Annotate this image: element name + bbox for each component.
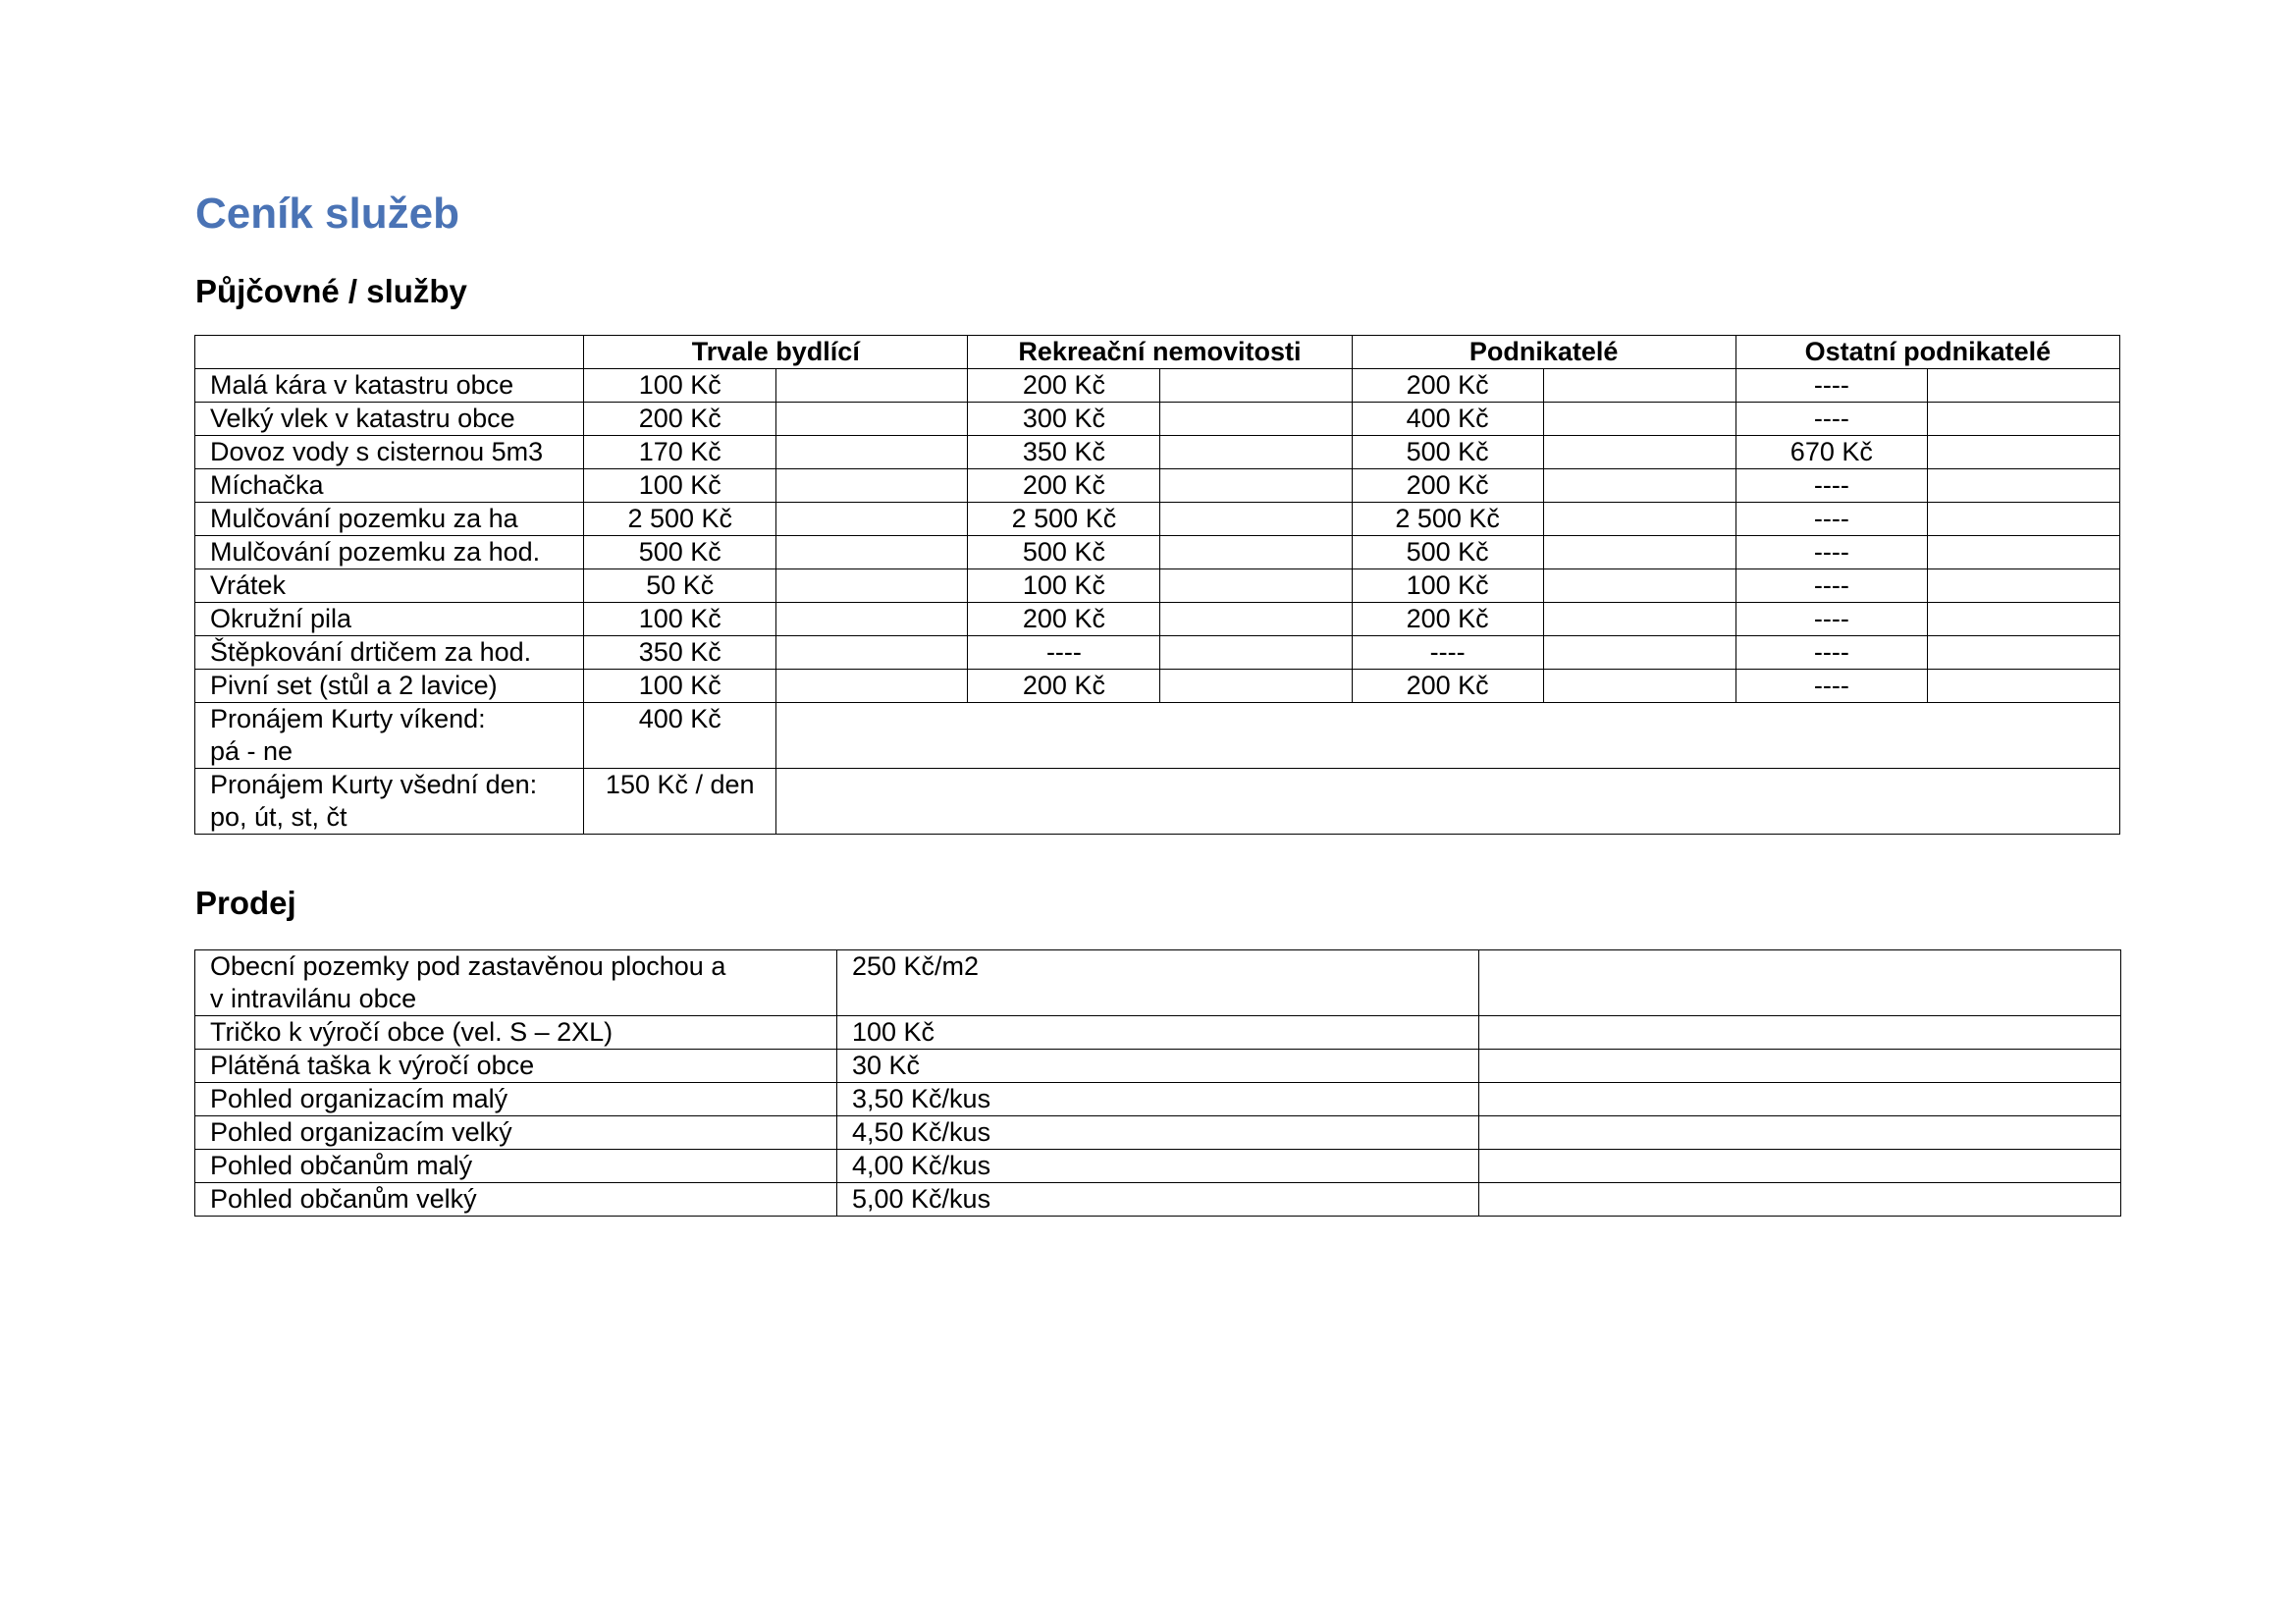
empty-cell — [1479, 1016, 2121, 1050]
empty-cell — [1160, 536, 1352, 569]
empty-cell — [1543, 603, 1735, 636]
price-cell: 150 Kč / den — [584, 769, 776, 835]
empty-cell — [1479, 950, 2121, 1016]
product-name: Pohled občanům malý — [195, 1150, 837, 1183]
price-cell: 500 Kč — [1352, 436, 1543, 469]
price-cell: 100 Kč — [584, 670, 776, 703]
empty-cell — [1479, 1150, 2121, 1183]
empty-cell — [1543, 469, 1735, 503]
header-entrepreneurs: Podnikatelé — [1352, 336, 1735, 369]
empty-merged-cell — [776, 769, 2120, 835]
price-cell: ---- — [1735, 636, 1927, 670]
price-cell: 500 Kč — [968, 536, 1160, 569]
empty-cell — [776, 469, 968, 503]
price-cell: ---- — [1735, 536, 1927, 569]
price-cell: 250 Kč/m2 — [837, 950, 1479, 1016]
empty-cell — [776, 369, 968, 403]
empty-cell — [1543, 569, 1735, 603]
header-recreational-properties: Rekreační nemovitosti — [968, 336, 1352, 369]
service-name-line: Pronájem Kurty všední den: — [210, 770, 538, 799]
empty-cell — [1160, 436, 1352, 469]
product-name: Tričko k výročí obce (vel. S – 2XL) — [195, 1016, 837, 1050]
sales-section-heading: Prodej — [195, 885, 296, 921]
table-row — [195, 569, 2120, 603]
empty-cell — [1927, 670, 2119, 703]
product-name: Plátěná taška k výročí obce — [195, 1050, 837, 1083]
price-cell: 4,50 Kč/kus — [837, 1116, 1479, 1150]
product-name: Pohled občanům velký — [195, 1183, 837, 1217]
price-cell: 400 Kč — [1352, 403, 1543, 436]
service-name: Okružní pila — [195, 603, 584, 636]
service-name-line: pá - ne — [210, 736, 294, 766]
price-cell: 200 Kč — [968, 469, 1160, 503]
service-name: Mulčování pozemku za hod. — [195, 536, 584, 569]
table-row — [195, 1150, 2121, 1183]
empty-cell — [776, 536, 968, 569]
table-row — [195, 1016, 2121, 1050]
empty-cell — [1543, 436, 1735, 469]
empty-merged-cell — [776, 703, 2120, 769]
price-cell: 200 Kč — [968, 603, 1160, 636]
empty-cell — [1160, 603, 1352, 636]
rental-section-heading: Půjčovné / služby — [195, 273, 467, 309]
price-cell: ---- — [1735, 569, 1927, 603]
table-row — [195, 603, 2120, 636]
price-cell: 350 Kč — [584, 636, 776, 670]
price-cell: 670 Kč — [1735, 436, 1927, 469]
table-row — [195, 703, 2120, 769]
service-name: Malá kára v katastru obce — [195, 369, 584, 403]
price-cell: ---- — [1735, 369, 1927, 403]
empty-cell — [1479, 1050, 2121, 1083]
table-row — [195, 1116, 2121, 1150]
price-cell: 4,00 Kč/kus — [837, 1150, 1479, 1183]
table-row — [195, 636, 2120, 670]
price-cell: ---- — [1735, 603, 1927, 636]
empty-cell — [776, 569, 968, 603]
empty-cell — [1479, 1116, 2121, 1150]
price-cell: 100 Kč — [584, 469, 776, 503]
empty-cell — [1927, 536, 2119, 569]
empty-cell — [1927, 503, 2119, 536]
price-cell: 3,50 Kč/kus — [837, 1083, 1479, 1116]
price-cell: 350 Kč — [968, 436, 1160, 469]
empty-cell — [1927, 436, 2119, 469]
service-name — [195, 703, 584, 769]
table-row — [195, 1183, 2121, 1217]
service-name: Dovoz vody s cisternou 5m3 — [195, 436, 584, 469]
price-cell: 5,00 Kč/kus — [837, 1183, 1479, 1217]
price-cell: ---- — [1735, 670, 1927, 703]
price-cell: 100 Kč — [837, 1016, 1479, 1050]
empty-cell — [1543, 403, 1735, 436]
page-title: Ceník služeb — [195, 189, 459, 238]
empty-cell — [1927, 469, 2119, 503]
price-cell: ---- — [968, 636, 1160, 670]
price-cell: 200 Kč — [1352, 603, 1543, 636]
empty-cell — [1160, 369, 1352, 403]
price-cell: 200 Kč — [1352, 369, 1543, 403]
price-cell: 100 Kč — [584, 603, 776, 636]
header-other-entrepreneurs: Ostatní podnikatelé — [1735, 336, 2119, 369]
service-name: Velký vlek v katastru obce — [195, 403, 584, 436]
empty-cell — [776, 503, 968, 536]
product-name-line: Obecní pozemky pod zastavěnou plochou a — [210, 951, 726, 981]
table-row — [195, 503, 2120, 536]
price-cell: 500 Kč — [1352, 536, 1543, 569]
empty-cell — [1927, 603, 2119, 636]
price-cell: 200 Kč — [1352, 670, 1543, 703]
table-row — [195, 670, 2120, 703]
table-row — [195, 950, 2121, 1016]
service-name-line: po, út, st, čt — [210, 802, 347, 832]
table-header-row — [195, 336, 2120, 369]
service-name: Štěpkování drtičem za hod. — [195, 636, 584, 670]
empty-cell — [1479, 1083, 2121, 1116]
empty-cell — [1543, 670, 1735, 703]
empty-cell — [1160, 403, 1352, 436]
price-cell: ---- — [1735, 503, 1927, 536]
product-name — [195, 950, 837, 1016]
empty-cell — [1479, 1183, 2121, 1217]
price-cell: 200 Kč — [584, 403, 776, 436]
service-name: Míchačka — [195, 469, 584, 503]
header-permanent-residents: Trvale bydlící — [584, 336, 968, 369]
empty-cell — [1160, 569, 1352, 603]
price-cell: 30 Kč — [837, 1050, 1479, 1083]
price-cell: 200 Kč — [968, 670, 1160, 703]
product-name: Pohled organizacím malý — [195, 1083, 837, 1116]
service-name: Mulčování pozemku za ha — [195, 503, 584, 536]
table-row — [195, 369, 2120, 403]
price-cell: 2 500 Kč — [1352, 503, 1543, 536]
empty-cell — [1543, 369, 1735, 403]
service-name: Pivní set (stůl a 2 lavice) — [195, 670, 584, 703]
table-row — [195, 469, 2120, 503]
service-name — [195, 769, 584, 835]
header-item-column — [195, 336, 584, 369]
empty-cell — [1543, 503, 1735, 536]
empty-cell — [1160, 469, 1352, 503]
empty-cell — [1927, 403, 2119, 436]
table-row — [195, 536, 2120, 569]
price-cell: 100 Kč — [584, 369, 776, 403]
empty-cell — [776, 636, 968, 670]
price-cell: 50 Kč — [584, 569, 776, 603]
empty-cell — [1160, 670, 1352, 703]
service-name: Vrátek — [195, 569, 584, 603]
price-cell: 200 Kč — [968, 369, 1160, 403]
empty-cell — [1543, 636, 1735, 670]
price-cell: 2 500 Kč — [968, 503, 1160, 536]
price-cell: 400 Kč — [584, 703, 776, 769]
table-row — [195, 403, 2120, 436]
empty-cell — [776, 436, 968, 469]
rental-price-table — [194, 335, 2120, 835]
product-name: Pohled organizacím velký — [195, 1116, 837, 1150]
price-cell: ---- — [1735, 469, 1927, 503]
empty-cell — [1160, 503, 1352, 536]
price-cell: 2 500 Kč — [584, 503, 776, 536]
price-cell: ---- — [1352, 636, 1543, 670]
empty-cell — [1160, 636, 1352, 670]
empty-cell — [776, 603, 968, 636]
price-cell: 100 Kč — [1352, 569, 1543, 603]
empty-cell — [1927, 636, 2119, 670]
price-cell: 100 Kč — [968, 569, 1160, 603]
empty-cell — [1927, 369, 2119, 403]
empty-cell — [776, 670, 968, 703]
sales-price-table — [194, 949, 2121, 1217]
product-name-line: v intravilánu obce — [210, 984, 417, 1013]
service-name-line: Pronájem Kurty víkend: — [210, 704, 486, 733]
table-row — [195, 1083, 2121, 1116]
price-cell: ---- — [1735, 403, 1927, 436]
price-cell: 200 Kč — [1352, 469, 1543, 503]
table-row — [195, 769, 2120, 835]
table-row — [195, 436, 2120, 469]
empty-cell — [1543, 536, 1735, 569]
table-row — [195, 1050, 2121, 1083]
price-cell: 500 Kč — [584, 536, 776, 569]
price-cell: 170 Kč — [584, 436, 776, 469]
empty-cell — [1927, 569, 2119, 603]
price-cell: 300 Kč — [968, 403, 1160, 436]
empty-cell — [776, 403, 968, 436]
